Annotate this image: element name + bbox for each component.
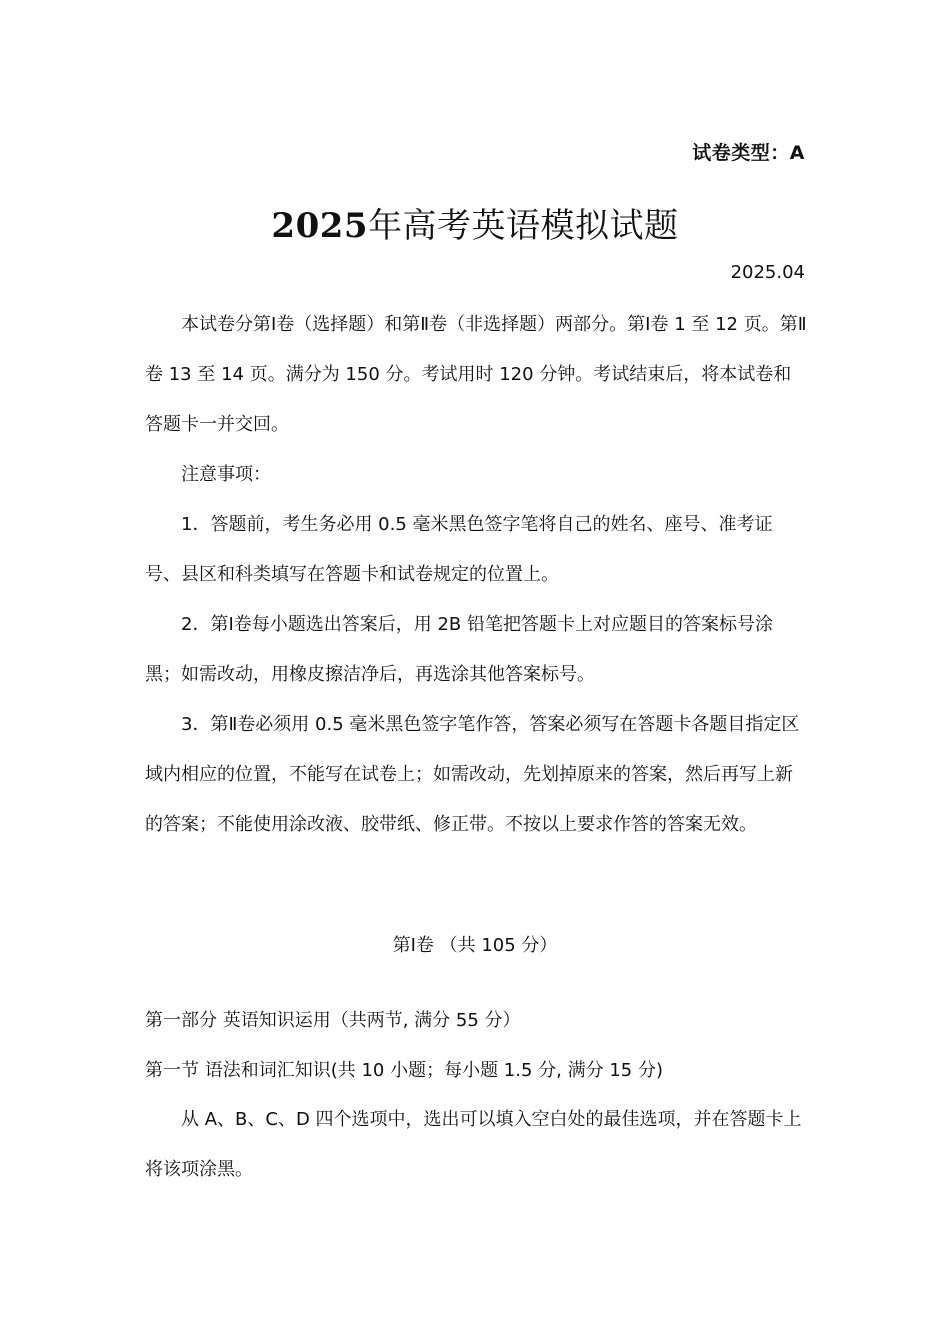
- page-title: [0, 198, 950, 247]
- volume-title: 第Ⅰ卷 （共 105 分）: [392, 935, 558, 956]
- section-instruction: 从 A、B、C、D 四个选项中，选出可以填入空白处的最佳选项，并在答题卡上将该项涂黑。: [145, 1109, 802, 1180]
- title-year: 2025: [271, 206, 369, 246]
- notice-item-3: 3．第Ⅱ卷必须用 0.5 毫米黑色签字笔作答，答案必须写在答题卡各题目指定区域内相应的位置，不能写在试卷上；如需改动，先划掉原来的答案，然后再写上新的答案；不能使用涂改液、胶带纸、修正带。不按以上要求作答的答案无效。: [145, 714, 800, 835]
- paper-type-label: 试卷类型：A: [692, 142, 805, 164]
- intro-paragraph: 本试卷分第Ⅰ卷（选择题）和第Ⅱ卷（非选择题）两部分。第Ⅰ卷 1 至 12 页。第Ⅱ卷 13 至 14 页。满分为 150 分。考试用时 120 分钟。考试结束后，将本试卷和答题卡一并交回。: [145, 314, 807, 435]
- exam-date: 2025.04: [730, 262, 805, 283]
- notice-item-2: 2．第Ⅰ卷每小题选出答案后，用 2B 铅笔把答题卡上对应题目的答案标号涂黑；如需改动，用橡皮擦洁净后，再选涂其他答案标号。: [145, 614, 774, 685]
- section-title: 第一节 语法和词汇知识(共 10 小题；每小题 1.5 分, 满分 15 分): [145, 1060, 663, 1081]
- title-text: 年高考英语模拟试题: [368, 206, 679, 246]
- notice-heading: 注意事项：: [181, 464, 271, 485]
- notice-item-1: 1．答题前，考生务必用 0.5 毫米黑色签字笔将自己的姓名、座号、准考证号、县区和科类填写在答题卡和试卷规定的位置上。: [145, 514, 773, 585]
- part-title: 第一部分 英语知识运用（共两节, 满分 55 分）: [145, 1010, 521, 1031]
